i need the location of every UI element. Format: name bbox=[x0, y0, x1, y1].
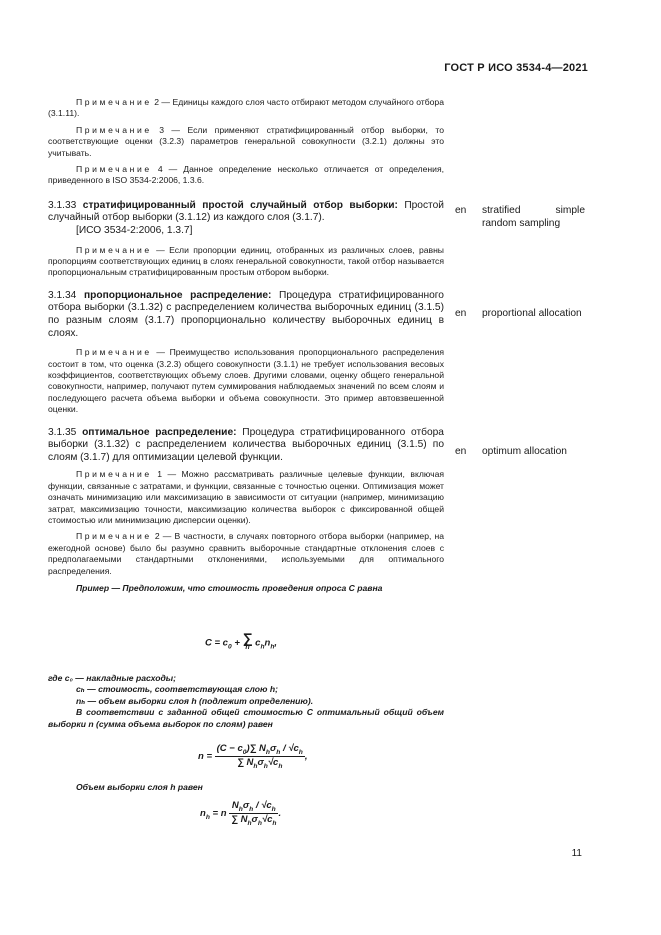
formula-cost: $C = c_0$ + ∑ h $c_hn_h$, bbox=[205, 630, 278, 651]
note-lead: Примечание bbox=[76, 244, 152, 255]
note-2 bbox=[48, 97, 444, 120]
term-3-1-35-note-1 bbox=[48, 469, 444, 526]
term-reference: [ИСО 3534-2:2006, 1.3.7] bbox=[76, 225, 193, 237]
note-text: 2 — Единицы каждого слоя часто отбирают методом случайного отбора (3.1.11). bbox=[48, 97, 444, 119]
main-column bbox=[48, 97, 444, 595]
lang-code: en bbox=[455, 308, 467, 319]
example-text-2: В соответствии с заданной общей стоимостью C оптимальный общий объем выборки n (сумма объема выборок по слоям) равен bbox=[48, 707, 444, 729]
note-text: 3 — Если применяют стратифицированный отбор выборки, то соответствующие оценки (3.2.3) параметров генеральной совокупности (3.2.1) должны это учитывать. bbox=[48, 124, 444, 158]
lang-code: en bbox=[455, 446, 467, 457]
english-term: proportional allocation bbox=[482, 308, 582, 319]
note-text: 1 — Можно рассматривать различные целевые функции, включая функции, связанные с затратами, и функции, связанные с точностью оценки. Оптимизация может означать минимизацию или максимизацию в зависимости от ситуации (например, минимизацию затрат, максимизацию точности, максимизацию количества выборок с фиксированной общей стоимостью или минимизацию дисперсии оценки). bbox=[48, 469, 444, 526]
page-number: 11 bbox=[571, 848, 582, 859]
note-text: — Если пропорции единиц, отобранных из различных слоев, равны пропорциям соответствующих единиц в слоях генеральной совокупности, такой отбор называется пропорциональным стратифицированным простым отбором выборки. bbox=[48, 244, 444, 278]
note-lead: Примечание bbox=[76, 97, 152, 107]
term-3-1-35-note-2 bbox=[48, 531, 444, 577]
term-title: оптимальное распределение: bbox=[82, 426, 237, 438]
note-text: 2 — В частности, в случаях повторного отбора выборки (например, на ежегодной основе) было бы разумно сравнить выборочные стандартные отклонения слоев с предполагаемыми стандартными отклонениями, используемыми для оптимального распределения. bbox=[48, 531, 445, 576]
where-line-1: где c₀ — накладные расходы; bbox=[48, 673, 176, 683]
english-term: optimum allocation bbox=[482, 446, 567, 457]
term-number: 3.1.35 bbox=[48, 426, 77, 438]
note-lead: Примечание bbox=[76, 347, 152, 358]
term-number: 3.1.34 bbox=[48, 289, 77, 301]
note-lead: Примечание bbox=[76, 124, 152, 135]
term-number: 3.1.33 bbox=[48, 199, 77, 211]
term-3-1-35 bbox=[48, 427, 444, 465]
where-line-3: nₕ — объем выборки слоя h (подлежит определению). bbox=[76, 695, 314, 706]
example-text-3: Объем выборки слоя h равен bbox=[76, 782, 203, 792]
example-intro: Пример — Предположим, что стоимость проведения опроса C равна bbox=[76, 583, 383, 594]
note-4 bbox=[48, 164, 444, 187]
note-text: — Преимущество использования пропорционального распределения состоит в том, что оценка (3.2.3) общего совокупности (3.1.1) не требует использования весовых коэффициентов, соответствующих объему слоев. Другими словами, оценку общего генеральной совокупности, например, получают путем суммирования наблюдаемых значений по всем слоям и последующего расчета объема выборки и объема совокупности. Это пример автовзвешенной оценки. bbox=[48, 347, 444, 415]
formula-total-sample-size: n = $\frac{(C - c_0)\sum N_h\sigma_h / √c_h}{\sum N_h\sigma_h√c_h}$ , bbox=[198, 743, 308, 770]
term-definition: Простой случайный отбор выборки (3.1.12) из каждого слоя (3.1.7). bbox=[48, 199, 444, 224]
term-definition: Процедура стратифицированного отбора выборки (3.1.32) с распределением количества выборочных единиц (3.1.5) по разным слоям (3.1.7) пропорционально количеству выборочных единиц в слоях. bbox=[48, 289, 444, 339]
note-lead: Примечание bbox=[76, 469, 152, 480]
english-term: stratified simple random sampling bbox=[482, 205, 585, 229]
term-definition: Процедура стратифицированного отбора выборки (3.1.32) с распределением количества выборочных единиц (3.1.5) по слоям (3.1.7) для оптимизации целевой функции. bbox=[48, 426, 444, 463]
formula-stratum-sample-size: $n_h = n$ $\frac{N_h\sigma_h / √c_h}{\sum N_h\sigma_h√c_h}$ . bbox=[200, 800, 282, 827]
note-3 bbox=[48, 125, 444, 159]
note-lead: Примечание bbox=[76, 164, 152, 175]
term-3-1-34 bbox=[48, 290, 444, 340]
term-title: стратифицированный простой случайный отбор выборки: bbox=[82, 199, 398, 211]
document-header: ГОСТ Р ИСО 3534-4—2021 bbox=[444, 62, 588, 74]
term-3-1-33 bbox=[48, 200, 444, 225]
where-line-2: cₕ — стоимость, соответствующая слою h; bbox=[76, 684, 278, 695]
lang-code: en bbox=[455, 205, 467, 216]
term-3-1-34-note bbox=[48, 347, 444, 415]
note-text: 4 — Данное определение несколько отличается от определения, приведенного в ISO 3534-2:2006, 1.3.6. bbox=[48, 164, 444, 186]
term-3-1-33-note bbox=[48, 245, 444, 279]
note-lead: Примечание bbox=[76, 531, 152, 542]
example-where bbox=[48, 673, 444, 730]
term-title: пропорциональное распределение: bbox=[83, 289, 272, 301]
